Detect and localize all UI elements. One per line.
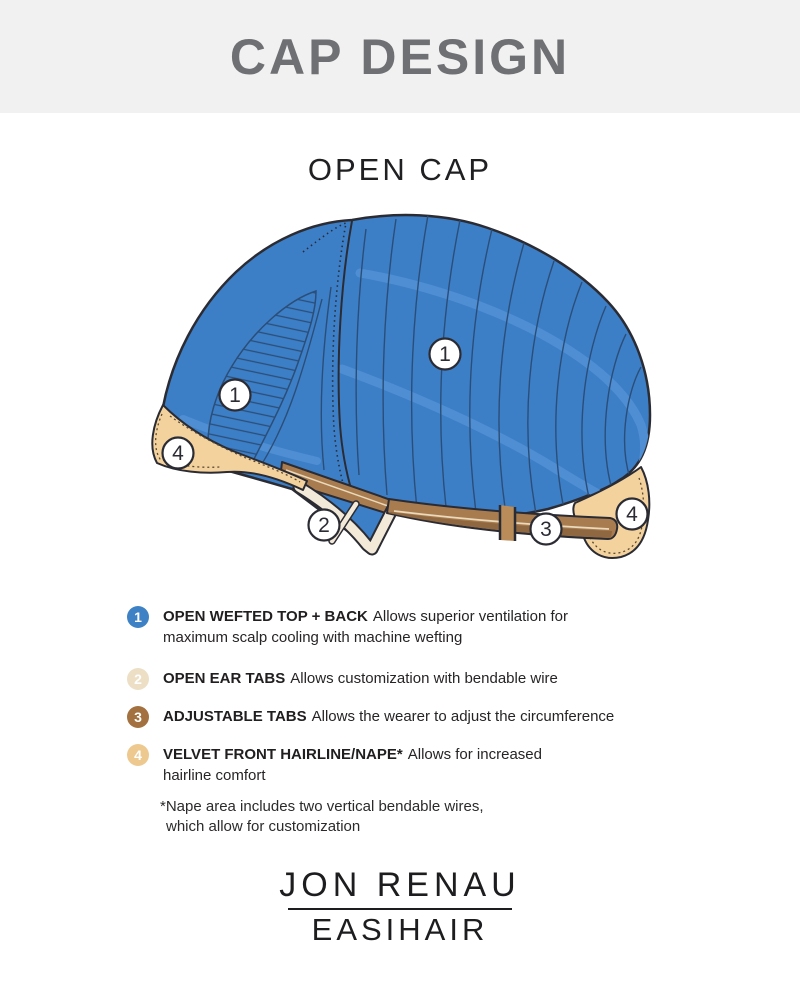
svg-text:1: 1	[439, 343, 451, 366]
callout-1-back	[430, 339, 461, 370]
strap-buckle	[500, 505, 515, 541]
svg-text:4: 4	[626, 503, 638, 526]
legend-number-badge-2: 2	[127, 668, 149, 690]
page-title: CAP DESIGN	[229, 28, 571, 85]
legend-item-4	[127, 744, 707, 786]
callout-4-front	[163, 438, 194, 469]
legend-text-2: OPEN EAR TABS Allows customization with bendable wire	[163, 670, 558, 687]
callout-4-nape	[617, 499, 648, 530]
brand-divider	[288, 908, 512, 910]
cap-diagram	[140, 200, 700, 580]
nape-footnote: *Nape area includes two vertical bendable wires, which allow for customization	[160, 798, 484, 835]
brand-logo	[0, 866, 800, 948]
legend-text-4: VELVET FRONT HAIRLINE/NAPE* Allows for increased hairline comfort	[163, 746, 542, 784]
legend-number-badge-3: 3	[127, 706, 149, 728]
callout-1-front	[220, 380, 251, 411]
callout-3-strap	[531, 514, 562, 545]
svg-text:1: 1	[229, 384, 241, 407]
svg-text:2: 2	[318, 514, 330, 537]
legend-text-3: ADJUSTABLE TABS Allows the wearer to adjust the circumference	[163, 708, 615, 725]
legend-text-1: OPEN WEFTED TOP + BACK Allows superior ventilation for maximum scalp cooling with machine wefting	[163, 608, 568, 646]
svg-text:4: 4	[172, 442, 184, 465]
callout-2-ear-tab	[309, 510, 340, 541]
cap-style-subtitle: OPEN CAP	[307, 152, 493, 187]
legend-number-badge-4: 4	[127, 744, 149, 766]
brand-line-easihair: EASIHAIR	[311, 912, 489, 947]
svg-text:3: 3	[540, 518, 552, 541]
legend	[127, 596, 707, 837]
legend-item-3	[127, 706, 707, 728]
legend-item-1	[127, 606, 707, 648]
legend-item-2	[127, 668, 707, 690]
header-banner	[0, 0, 800, 113]
legend-number-badge-1: 1	[127, 606, 149, 628]
brand-line-jon-renau: JON RENAU	[279, 866, 521, 904]
